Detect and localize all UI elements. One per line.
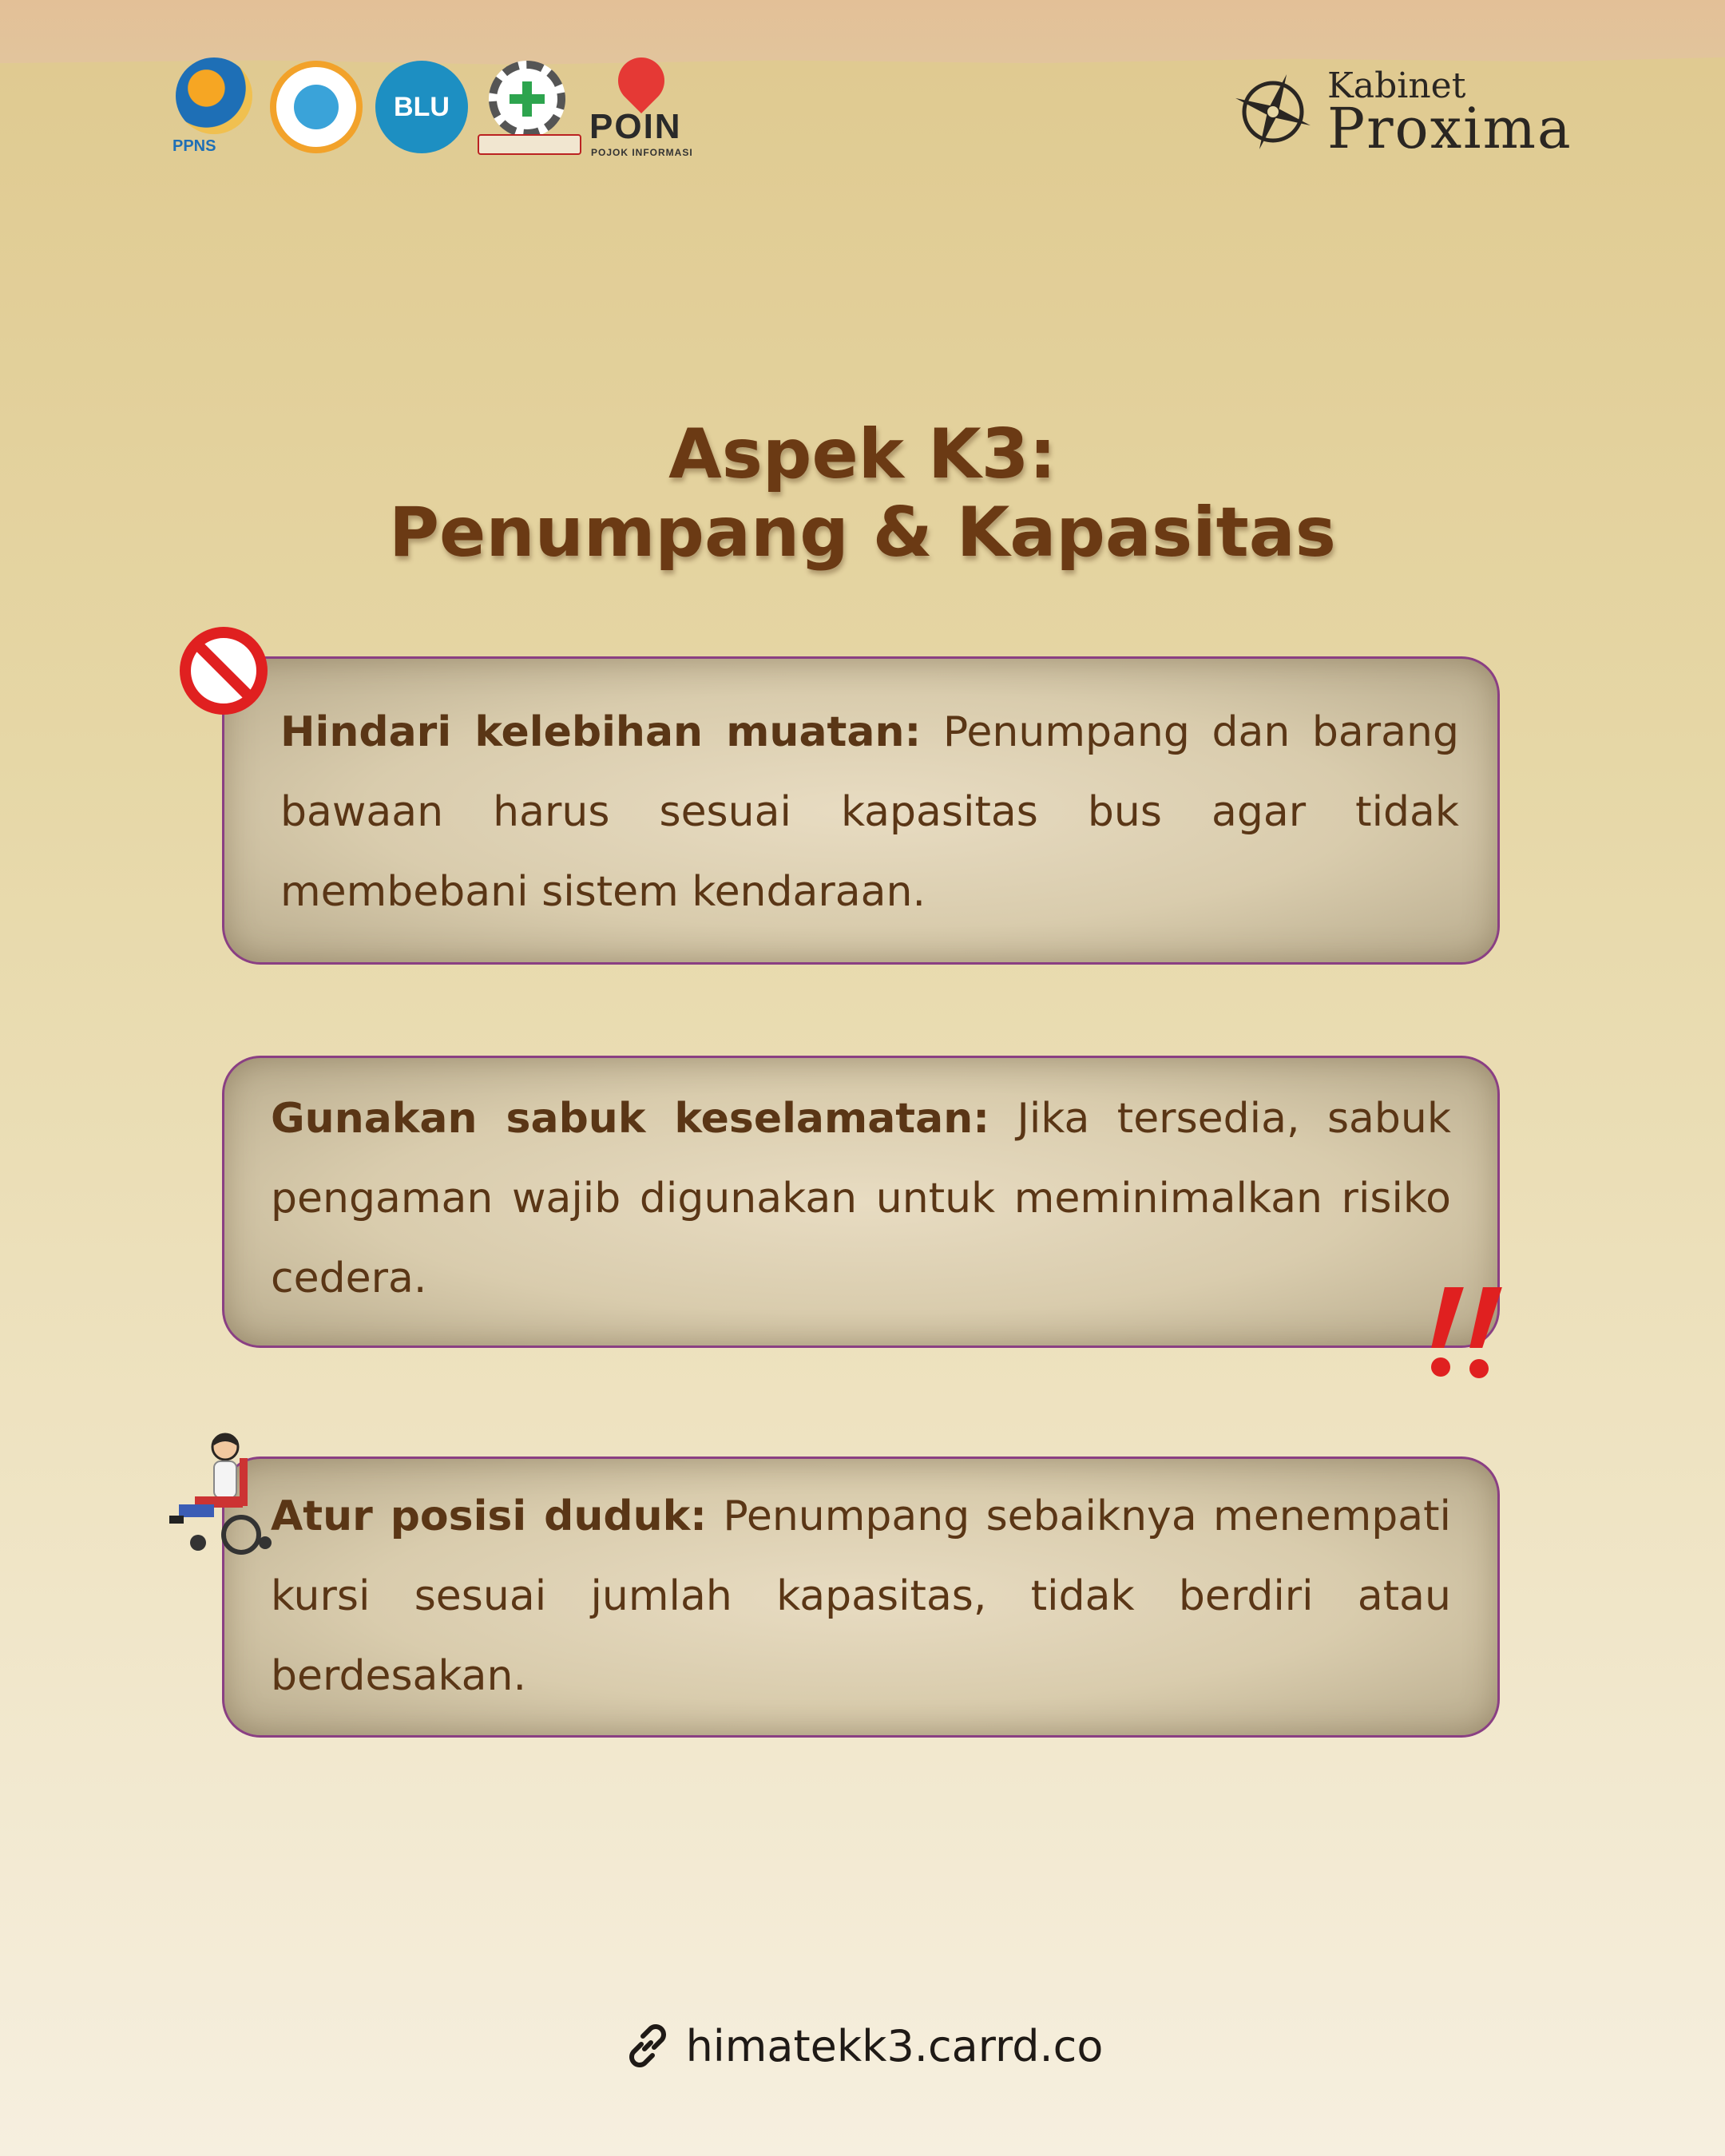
poin-logo	[589, 57, 701, 161]
footer	[0, 2020, 1725, 2075]
footer-link[interactable]: himatekk3.carrd.co	[685, 2020, 1104, 2071]
star-burst-icon	[1230, 69, 1316, 155]
info-card-seating	[222, 1456, 1500, 1738]
person-in-wheelchair-icon	[163, 1429, 272, 1557]
brand-line1: Kabinet	[1327, 65, 1466, 106]
info-card-seatbelt	[222, 1056, 1500, 1348]
card-heading: Gunakan sabuk keselamatan:	[271, 1095, 990, 1143]
double-exclamation-icon	[1422, 1281, 1517, 1381]
poin-logo-text: POIN	[589, 107, 682, 146]
card-body: Penumpang dan barang bawaan harus sesuai kapasitas bus agar tidak membebani sistem kendaraan.	[280, 708, 1459, 916]
kabinet-proxima-brand	[1230, 64, 1573, 160]
card-text	[271, 1476, 1451, 1716]
poin-logo-subtext: POJOK INFORMASI	[591, 147, 693, 158]
card-heading: Hindari kelebihan muatan:	[280, 708, 922, 756]
diktisaintek-berdampak-logo	[270, 61, 363, 153]
blu-speed-logo	[375, 61, 468, 153]
card-body: Jika tersedia, sabuk pengaman wajib digunakan untuk meminimalkan risiko cedera.	[271, 1095, 1451, 1302]
card-heading: Atur posisi duduk:	[271, 1492, 707, 1540]
top-decorative-strip	[0, 0, 1725, 73]
blu-logo-text: BLU	[394, 91, 450, 122]
title-line2: Penumpang & Kapasitas	[389, 493, 1336, 573]
card-text	[280, 692, 1459, 932]
k3-logo	[478, 61, 578, 157]
info-card-overload	[222, 656, 1500, 965]
title-line1: Aspek K3:	[668, 414, 1057, 494]
page-title	[0, 415, 1725, 572]
card-text	[271, 1079, 1451, 1318]
prohibited-icon	[177, 624, 270, 717]
brand-line2: Proxima	[1327, 96, 1572, 161]
card-body: Penumpang sebaiknya menempati kursi sesuai jumlah kapasitas, tidak berdiri atau berdesakan.	[271, 1492, 1452, 1700]
link-icon	[622, 2020, 673, 2071]
ppns-logo: PPNS	[169, 57, 257, 161]
